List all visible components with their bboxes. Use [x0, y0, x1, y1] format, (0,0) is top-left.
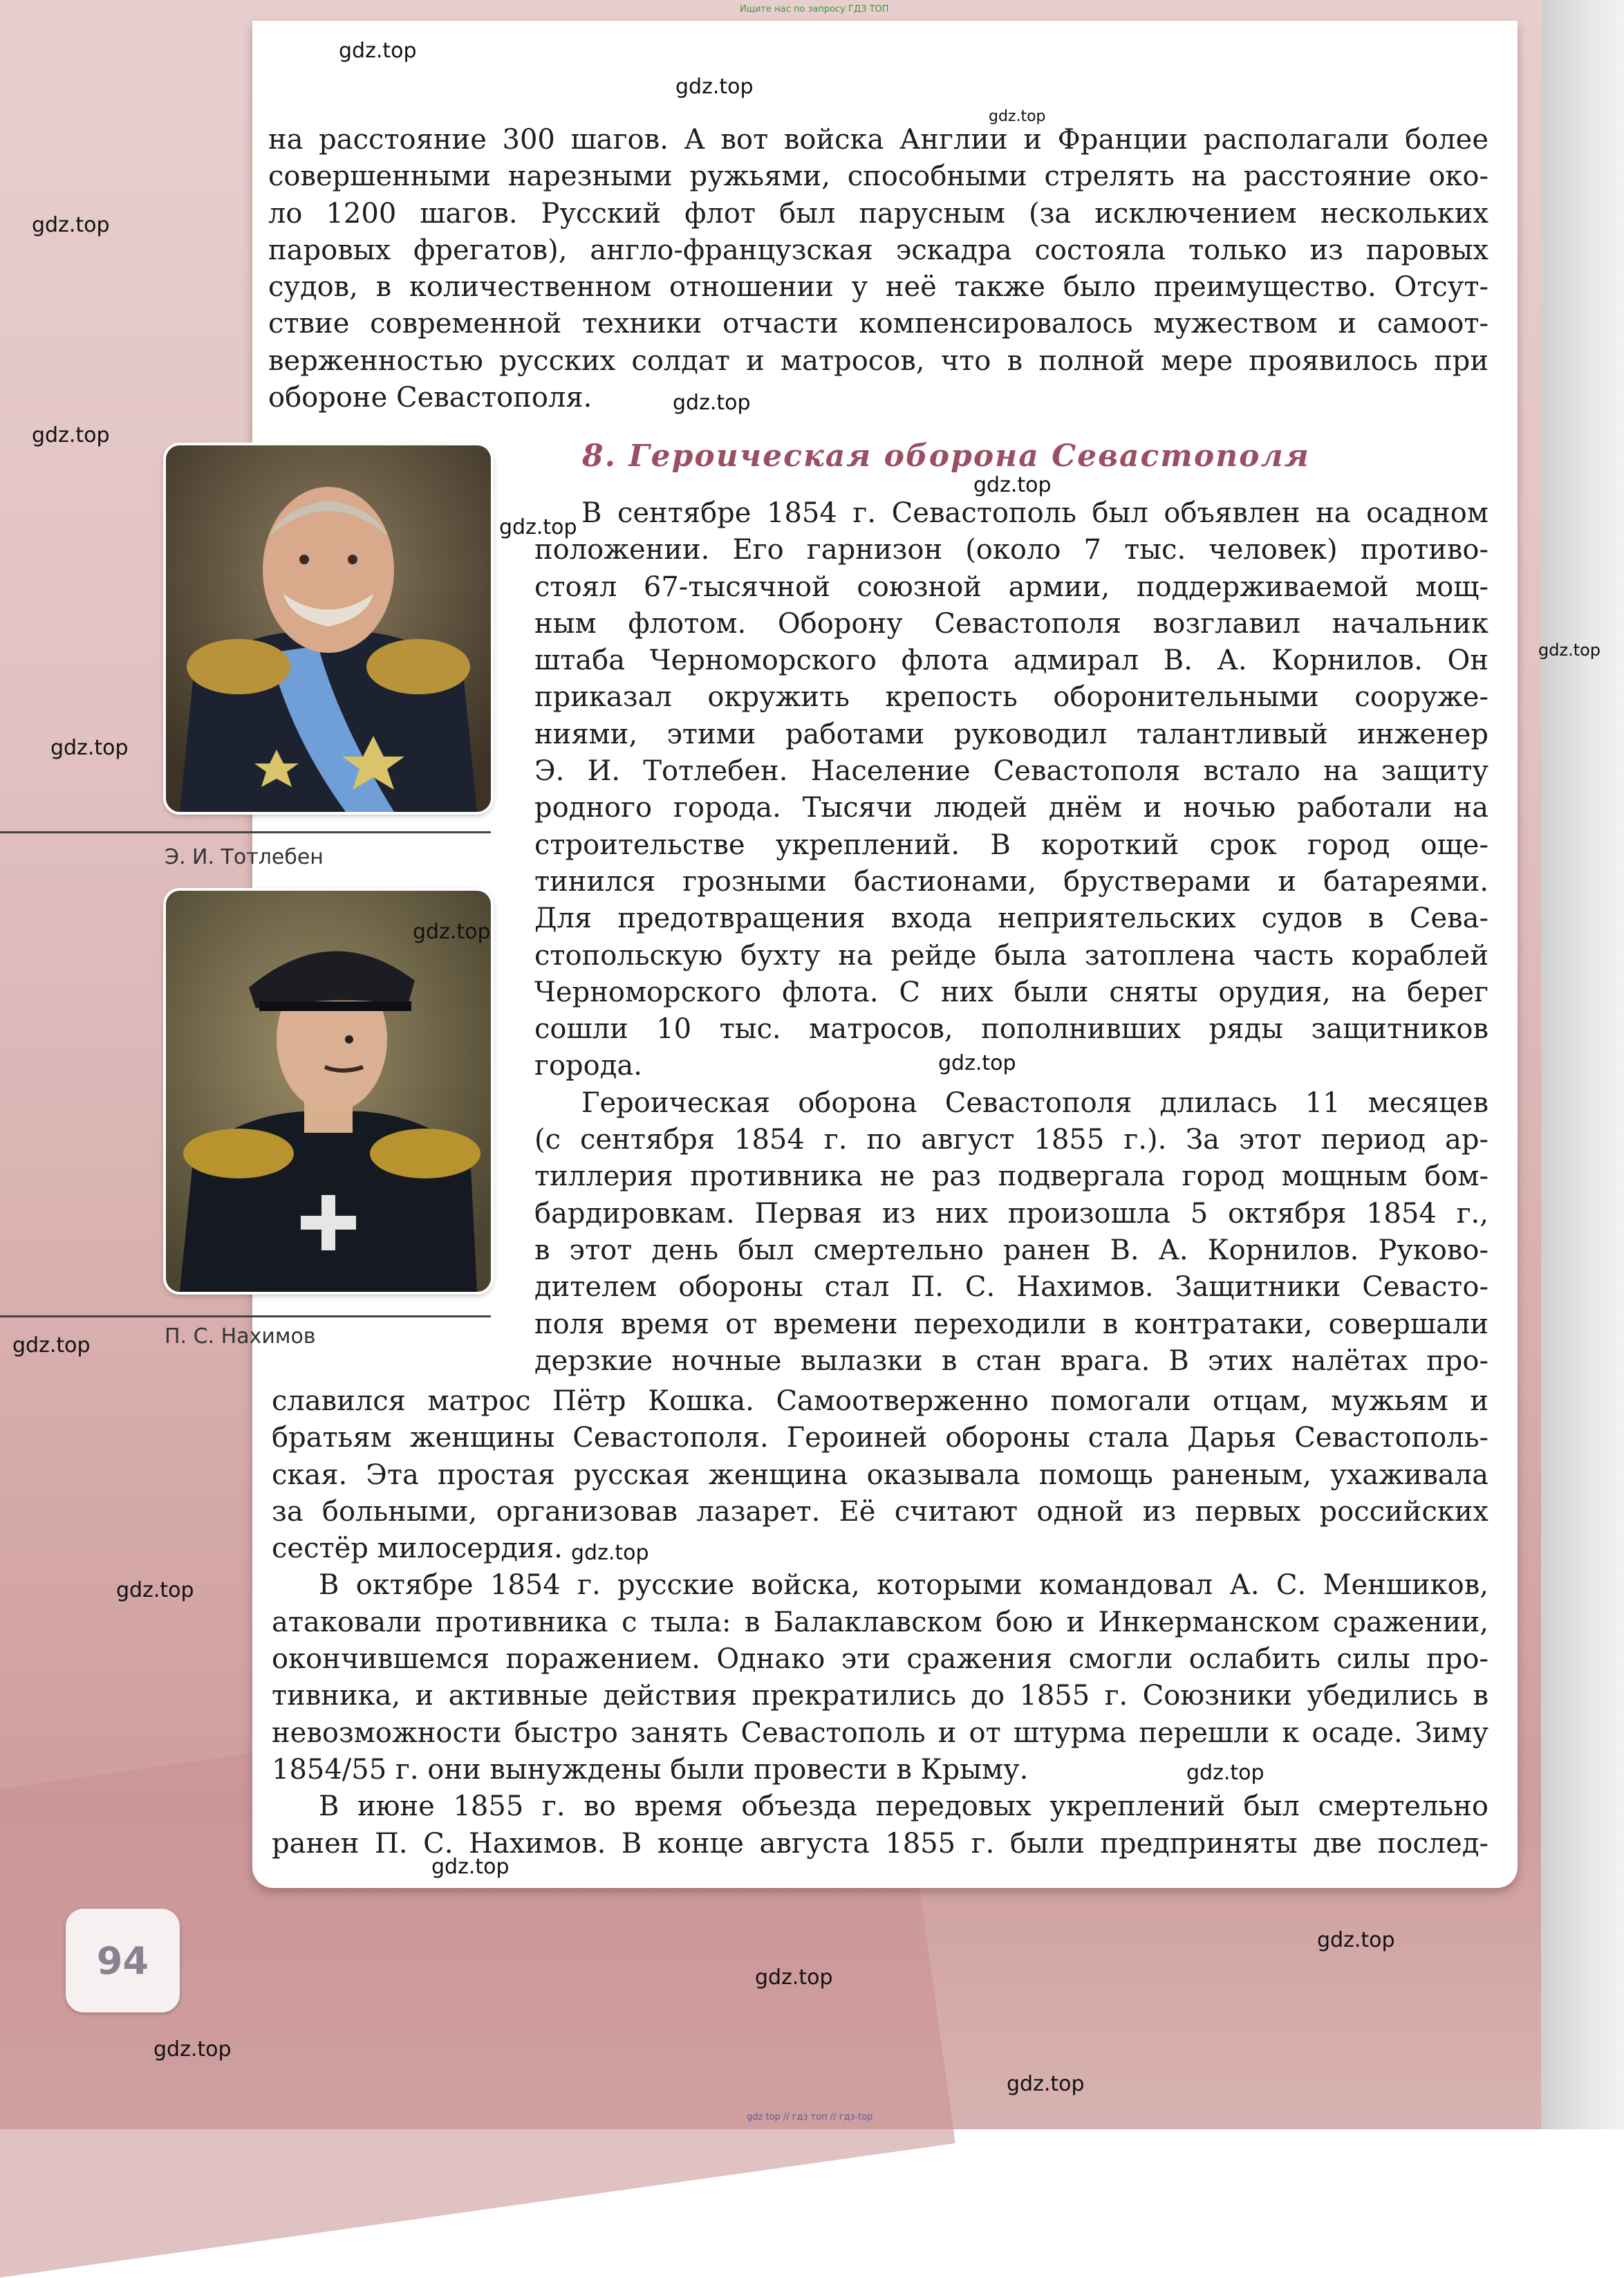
- watermark: gdz.top: [755, 1965, 833, 1990]
- book-spine: [1541, 0, 1624, 2129]
- text-line: тивника, и активные действия прекратились до 1855 г. Союзники убедились в: [272, 1680, 1488, 1712]
- text-line: невозможности быстро занять Севастополь и от штурма перешли к осаде. Зиму: [272, 1716, 1488, 1749]
- text-line: верженностью русских солдат и матросов, что в полной мере проявилось при: [268, 344, 1488, 377]
- text-line: родного города. Тысячи людей днём и ночью работали на: [534, 792, 1488, 824]
- text-line: ранен П. С. Нахимов. В конце августа 1855 г. были предприняты две послед-: [272, 1827, 1488, 1860]
- watermark: gdz.top: [1538, 640, 1601, 660]
- text-line: Героическая оборона Севастополя длилась 11 месяцев: [581, 1086, 1488, 1119]
- text-line: тинился грозными бастионами, брустверами и батареями.: [534, 865, 1488, 898]
- footer-note: gdz top // гдз топ // гдз-top: [747, 2112, 873, 2122]
- watermark: gdz.top: [32, 213, 110, 237]
- text-line: тиллерия противника не раз подвергала город мощным бом-: [534, 1160, 1488, 1193]
- text-line: совершенными нарезными ружьями, способными стрелять на расстояние око-: [268, 160, 1488, 193]
- watermark: gdz.top: [339, 39, 417, 63]
- caption-totleben: Э. И. Тотлебен: [165, 845, 324, 869]
- watermark: gdz.top: [1007, 2072, 1085, 2096]
- text-line: строительстве укреплений. В короткий срок город още-: [534, 828, 1488, 861]
- text-line: за больными, организовав лазарет. Её считают одной из первых российских: [272, 1495, 1488, 1528]
- text-line: на расстояние 300 шагов. А вот войска Англии и Франции располагали более: [268, 124, 1488, 156]
- watermark: gdz.top: [973, 473, 1052, 497]
- text-line: сестёр милосердия.: [272, 1532, 563, 1565]
- text-line: обороне Севастополя.: [268, 382, 592, 414]
- portrait-totleben: [166, 445, 491, 812]
- watermark: gdz.top: [938, 1051, 1016, 1075]
- watermark: gdz.top: [116, 1578, 194, 1602]
- page-number-badge: [66, 1909, 180, 2012]
- watermark: gdz.top: [571, 1541, 649, 1565]
- text-line: паровых фрегатов), англо-французская эскадра состояла только из паровых: [268, 234, 1488, 266]
- text-line: В сентябре 1854 г. Севастополь был объявлен на осадном: [581, 497, 1488, 529]
- portrait-totleben-image: [166, 445, 491, 812]
- text-line: ниями, этими работами руководил талантливый инженер: [534, 718, 1488, 750]
- text-line: В июне 1855 г. во время объезда передовых укреплений был смертельно: [319, 1790, 1488, 1823]
- text-line: окончившемся поражением. Однако эти сражения смогли ослабить силы про-: [272, 1643, 1488, 1676]
- text-line: Э. И. Тотлебен. Население Севастополя встало на защиту: [534, 755, 1488, 788]
- watermark: gdz.top: [32, 423, 110, 447]
- watermark: gdz.top: [989, 108, 1046, 125]
- text-line: штаба Черноморского флота адмирал В. А. Корнилов. Он: [534, 645, 1488, 677]
- section-heading: 8. Героическая оборона Севастополя: [582, 438, 1310, 474]
- text-line: братьям женщины Севастополя. Героиней обороны стала Дарья Севастополь-: [272, 1422, 1488, 1454]
- text-line: ствие современной техники отчасти компенсировалось мужеством и самоот-: [268, 308, 1488, 340]
- text-line: сошли 10 тыс. матросов, пополнивших ряды защитников: [534, 1013, 1488, 1046]
- watermark: gdz.top: [50, 736, 129, 760]
- watermark: gdz.top: [1317, 1928, 1395, 1952]
- watermark: gdz.top: [153, 2037, 232, 2062]
- text-line: В октябре 1854 г. русские войска, которыми командовал А. С. Меншиков,: [319, 1569, 1488, 1602]
- watermark: gdz.top: [499, 515, 577, 539]
- watermark: gdz.top: [673, 391, 751, 415]
- text-line: ская. Эта простая русская женщина оказывала помощь раненым, ухаживала: [272, 1459, 1488, 1491]
- text-line: в этот день был смертельно ранен В. А. Корнилов. Руково-: [534, 1234, 1488, 1266]
- text-line: 1854/55 г. они вынуждены были провести в Крыму.: [272, 1753, 1029, 1786]
- text-line: ным флотом. Оборону Севастополя возглавил начальник: [534, 607, 1488, 640]
- watermark: gdz.top: [675, 75, 754, 99]
- caption-rule: [0, 1315, 491, 1317]
- text-line: города.: [534, 1050, 642, 1082]
- text-line: атаковали противника с тыла: в Балаклавском бою и Инкерманском сражении,: [272, 1606, 1488, 1638]
- watermark: gdz.top: [431, 1855, 510, 1879]
- portrait-nakhimov: [166, 891, 491, 1292]
- text-line: ло 1200 шагов. Русский флот был парусным (за исключением нескольких: [268, 197, 1488, 230]
- column-paragraph: [534, 495, 1488, 1380]
- watermark: gdz.top: [12, 1333, 91, 1358]
- text-line: Для предотвращения входа неприятельских судов в Сева-: [534, 902, 1488, 935]
- header-note: Ищите нас по запросу ГДЗ ТОП: [740, 4, 889, 15]
- text-line: славился матрос Пётр Кошка. Самоотверженно помогали отцам, мужьям и: [272, 1385, 1488, 1417]
- watermark: gdz.top: [413, 920, 491, 944]
- text-line: дерзкие ночные вылазки в стан врага. В этих налётах про-: [534, 1344, 1488, 1377]
- text-line: стопольскую бухту на рейде была затоплена часть кораблей: [534, 939, 1488, 972]
- intro-paragraph: [268, 122, 1488, 416]
- text-line: стоял 67-тысячной союзной армии, поддерживаемой мощ-: [534, 571, 1488, 603]
- text-line: (с сентября 1854 г. по август 1855 г.). За этот период ар-: [534, 1124, 1488, 1156]
- portrait-nakhimov-image: [166, 891, 491, 1292]
- caption-nakhimov: П. С. Нахимов: [165, 1324, 316, 1349]
- text-line: положении. Его гарнизон (около 7 тыс. человек) противо-: [534, 534, 1488, 566]
- page-number: 94: [96, 1938, 149, 1983]
- text-line: дителем обороны стал П. С. Нахимов. Защитники Севасто-: [534, 1271, 1488, 1304]
- text-line: судов, в количественном отношении у неё также было преимущество. Отсут-: [268, 271, 1488, 304]
- text-line: бардировкам. Первая из них произошла 5 октября 1854 г.,: [534, 1197, 1488, 1230]
- text-line: поля время от времени переходили в контратаки, совершали: [534, 1308, 1488, 1340]
- caption-rule: [0, 831, 491, 833]
- text-line: Черноморского флота. С них были сняты орудия, на берег: [534, 976, 1488, 1008]
- watermark: gdz.top: [1186, 1761, 1264, 1785]
- continuation-paragraph: [272, 1383, 1488, 1862]
- text-line: приказал окружить крепость оборонительными сооруже-: [534, 681, 1488, 714]
